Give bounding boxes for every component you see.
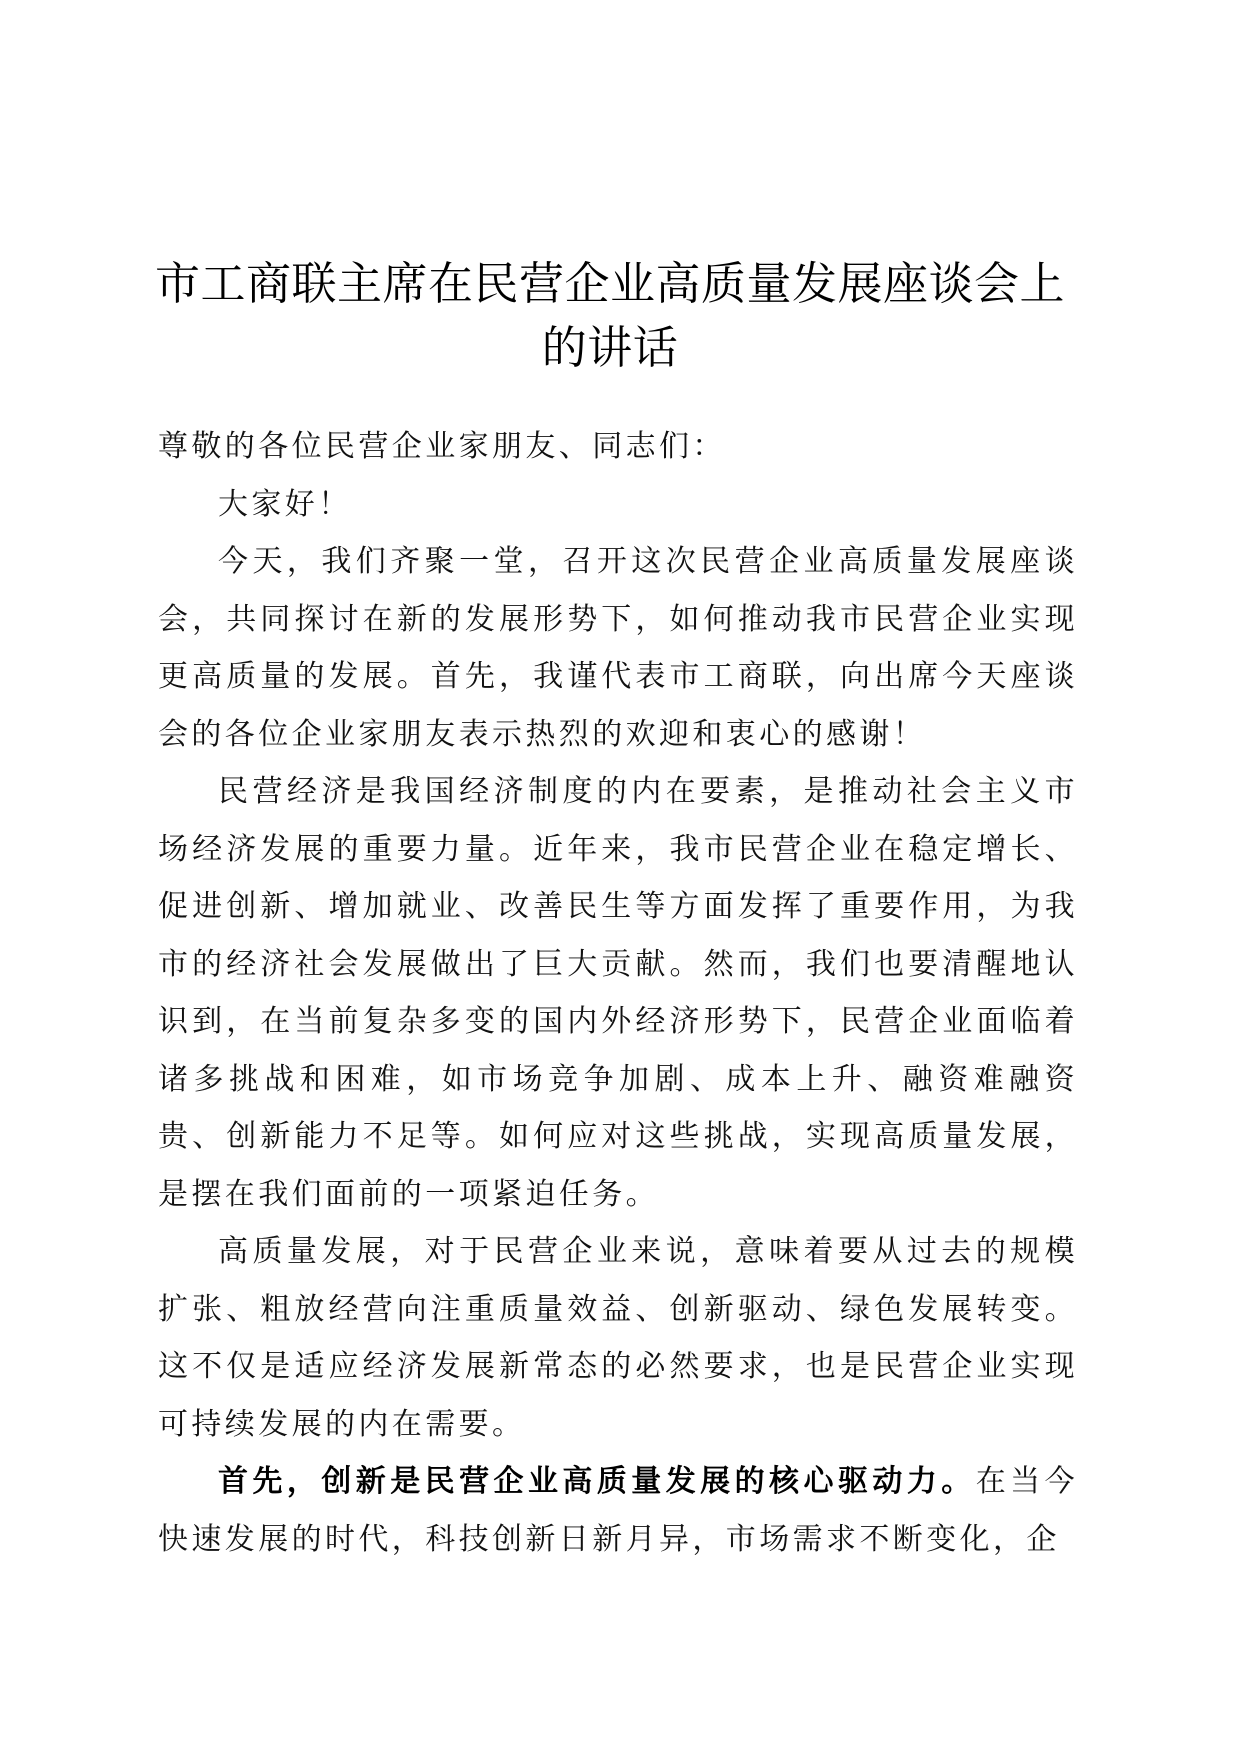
- salutation: 尊敬的各位民营企业家朋友、同志们：: [158, 429, 726, 464]
- greeting: 大家好！: [218, 486, 352, 522]
- document-body: [158, 418, 1078, 1568]
- document-title: 市工商联主席在民营企业高质量发展座谈会上的讲话: [154, 257, 1065, 374]
- innovation-heading: 首先，创新是民营企业高质量发展的核心驱动力。: [218, 1464, 976, 1499]
- paragraph-private-economy: 民营经济是我国经济制度的内在要素，是推动社会主义市场经济发展的重要力量。近年来，我市民营企业在稳定增长、促进创新、增加就业、改善民生等方面发挥了重要作用，为我市的经济社会发展做出了巨大贡献。然而，我们也要清醒地认识到，在当前复杂多变的国内外经济形势下，民营企业面临着诸多挑战和困难，如市场竞争加剧、成本上升、融资难融资贵、创新能力不足等。如何应对这些挑战，实现高质量发展，是摆在我们面前的一项紧迫任务。: [158, 774, 1078, 1212]
- innovation-text: 在当今快速发展的时代，科技创新日新月异，市场需求不断变化，企: [158, 1464, 1078, 1557]
- paragraph-innovation: [158, 1453, 1078, 1568]
- paragraph-high-quality: 高质量发展，对于民营企业来说，意味着要从过去的规模扩张、粗放经营向注重质量效益、创新驱动、绿色发展转变。这不仅是适应经济发展新常态的必然要求，也是民营企业实现可持续发展的内在需要。: [158, 1234, 1078, 1442]
- paragraph-opening: 今天，我们齐聚一堂，召开这次民营企业高质量发展座谈会，共同探讨在新的发展形势下，如何推动我市民营企业实现更高质量的发展。首先，我谨代表市工商联，向出席今天座谈会的各位企业家朋友表示热烈的欢迎和衷心的感谢！: [158, 544, 1078, 752]
